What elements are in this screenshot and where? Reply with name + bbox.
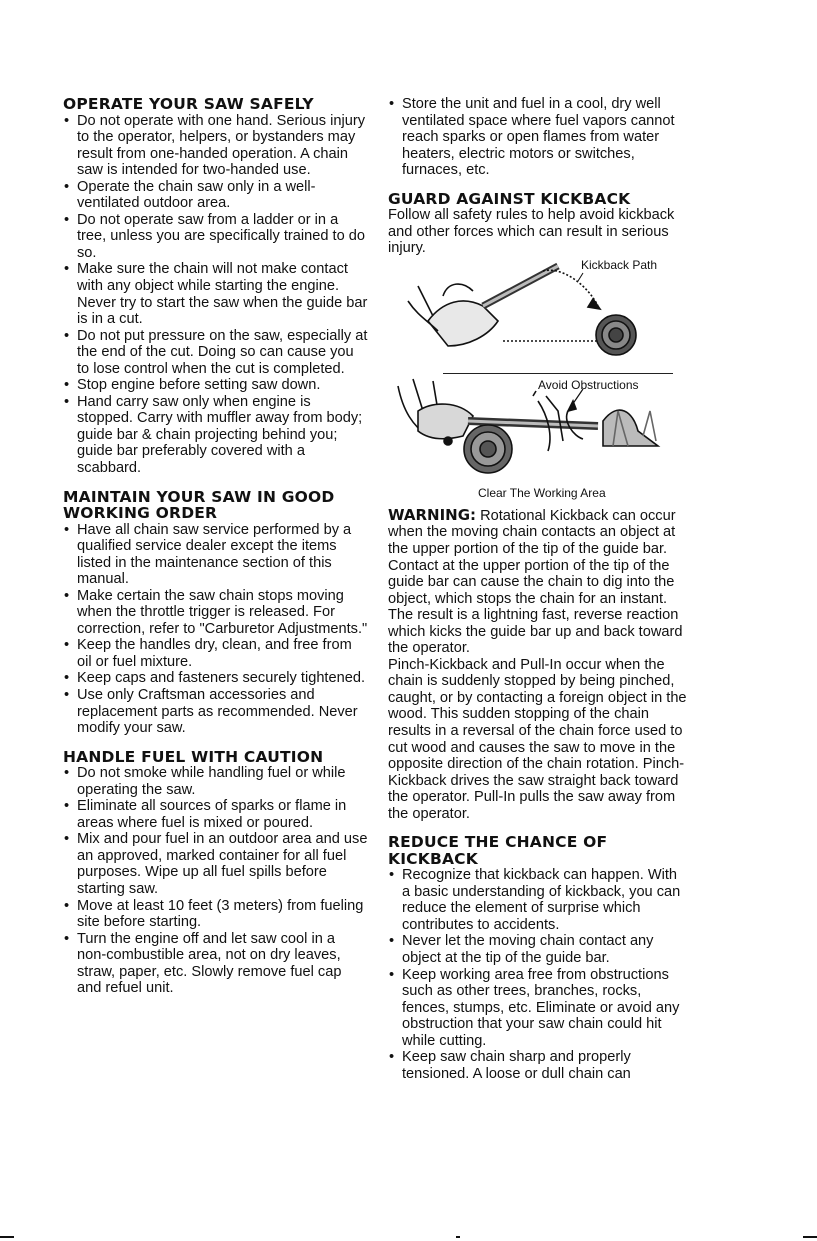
list-item: • Use only Craftsman accessories and replacement parts as recommended. Never modify your saw. — [63, 687, 368, 737]
page-edge-mark-center — [456, 1236, 460, 1238]
list-item: • Never let the moving chain contact any object at the tip of the guide bar. — [388, 933, 688, 966]
page-edge-mark-left — [0, 1236, 14, 1238]
warning-paragraph — [388, 507, 688, 657]
kickback-path-drawing — [408, 266, 636, 355]
list-item: • Do not operate saw from a ladder or in a tree, unless you are specifically trained to do so. — [63, 212, 368, 262]
list-item: • Do not put pressure on the saw, especially at the end of the cut. Doing so can cause you to lose control when the cut is completed. — [63, 328, 368, 378]
list-item: • Keep saw chain sharp and properly tensioned. A loose or dull chain can — [388, 1049, 688, 1082]
store-fuel-list — [388, 96, 688, 179]
avoid-obstructions-label: Avoid Obstructions — [538, 377, 639, 392]
list-item: • Move at least 10 feet (3 meters) from fueling site before starting. — [63, 898, 368, 931]
list-item: • Keep the handles dry, clean, and free from oil or fuel mixture. — [63, 637, 368, 670]
warning-label: WARNING: — [388, 505, 477, 524]
reduce-kickback-list — [388, 867, 688, 1082]
list-item: • Make sure the chain will not make contact with any object while starting the engine. Never try to start the saw when the guide bar is in a cut. — [63, 261, 368, 327]
heading-maintain-saw: MAINTAIN YOUR SAW IN GOOD WORKING ORDER — [63, 487, 335, 523]
list-item: • Operate the chain saw only in a well-ventilated outdoor area. — [63, 179, 368, 212]
handle-fuel-list — [63, 765, 368, 997]
list-item: • Hand carry saw only when engine is stopped. Carry with muffler away from body; guide bar & chain projecting behind you; guide bar preferably covered with a scabbard. — [63, 394, 368, 477]
right-column — [388, 96, 688, 1082]
list-item: • Mix and pour fuel in an outdoor area and use an approved, marked container for all fuel purposes. Wipe up all fuel spills before starting saw. — [63, 831, 368, 897]
list-item: • Recognize that kickback can happen. With a basic understanding of kickback, you can reduce the element of surprise which contributes to accidents. — [388, 867, 688, 933]
operate-safely-list — [63, 113, 368, 477]
left-column — [63, 96, 368, 997]
list-item: • Make certain the saw chain stops moving when the throttle trigger is released. For correction, refer to "Carburetor Adjustments." — [63, 588, 368, 638]
heading-guard-kickback: GUARD AGAINST KICKBACK — [388, 189, 631, 208]
figure-divider — [443, 373, 673, 375]
heading-reduce-kickback: REDUCE THE CHANCE OF KICKBACK — [388, 833, 608, 868]
list-item: • Keep working area free from obstructions such as other trees, branches, rocks, fences, stumps, etc. Eliminate or avoid any obstruction that your saw chain could hit while cutting. — [388, 967, 688, 1050]
kickback-path-label: Kickback Path — [581, 257, 658, 272]
warning-text: Rotational Kickback can occur when the moving chain contacts an object at the upper portion of the tip of the guide bar. Contact at the upper portion of the tip of the guide bar can cause the chain to dig into the object, which stops the chain for an instant. The result is a lightning fast, reverse reaction which kicks the guide bar up and back toward the operator. — [388, 507, 683, 657]
list-item: • Do not smoke while handling fuel or while operating the saw. — [63, 765, 368, 798]
list-item: • Have all chain saw service performed by a qualified service dealer except the items listed in the maintenance section of this manual. — [63, 522, 368, 588]
list-item: • Eliminate all sources of sparks or flame in areas where fuel is mixed or poured. — [63, 798, 368, 831]
list-item: • Keep caps and fasteners securely tightened. — [63, 670, 368, 687]
list-item: • Store the unit and fuel in a cool, dry well ventilated space where fuel vapors cannot reach sparks or open flames from water heaters, electric motors or switches, furnaces, etc. — [388, 96, 688, 179]
kickback-illustration — [388, 257, 688, 501]
avoid-obstructions-drawing — [398, 379, 658, 473]
guard-kickback-text: Follow all safety rules to help avoid kickback and other forces which can result in serious injury. — [388, 207, 675, 257]
list-item: • Turn the engine off and let saw cool in a non-combustible area, not on dry leaves, straw, paper, etc. Slowly remove fuel cap and refuel unit. — [63, 931, 368, 997]
maintain-saw-list — [63, 522, 368, 737]
list-item: • Stop engine before setting saw down. — [63, 377, 368, 394]
pinch-kickback-paragraph: Pinch-Kickback and Pull-In occur when the chain is suddenly stopped by being pinched, caught, or by contacting a foreign object in the wood. This sudden stopping of the chain results in a reversal of the chain force used to cut wood and causes the saw to move in the opposite direction of the chain rotation. Pinch-Kickback drives the saw straight back toward the operator. Pull-In pulls the saw away from the operator. — [388, 656, 687, 822]
page-edge-mark-right — [803, 1236, 817, 1238]
heading-handle-fuel: HANDLE FUEL WITH CAUTION — [63, 747, 324, 766]
clear-working-area-label: Clear The Working Area — [478, 485, 606, 500]
list-item: • Do not operate with one hand. Serious injury to the operator, helpers, or bystanders may result from one-handed operation. A chain saw is intended for two-handed use. — [63, 113, 368, 179]
heading-operate-safely: OPERATE YOUR SAW SAFELY — [63, 95, 314, 113]
